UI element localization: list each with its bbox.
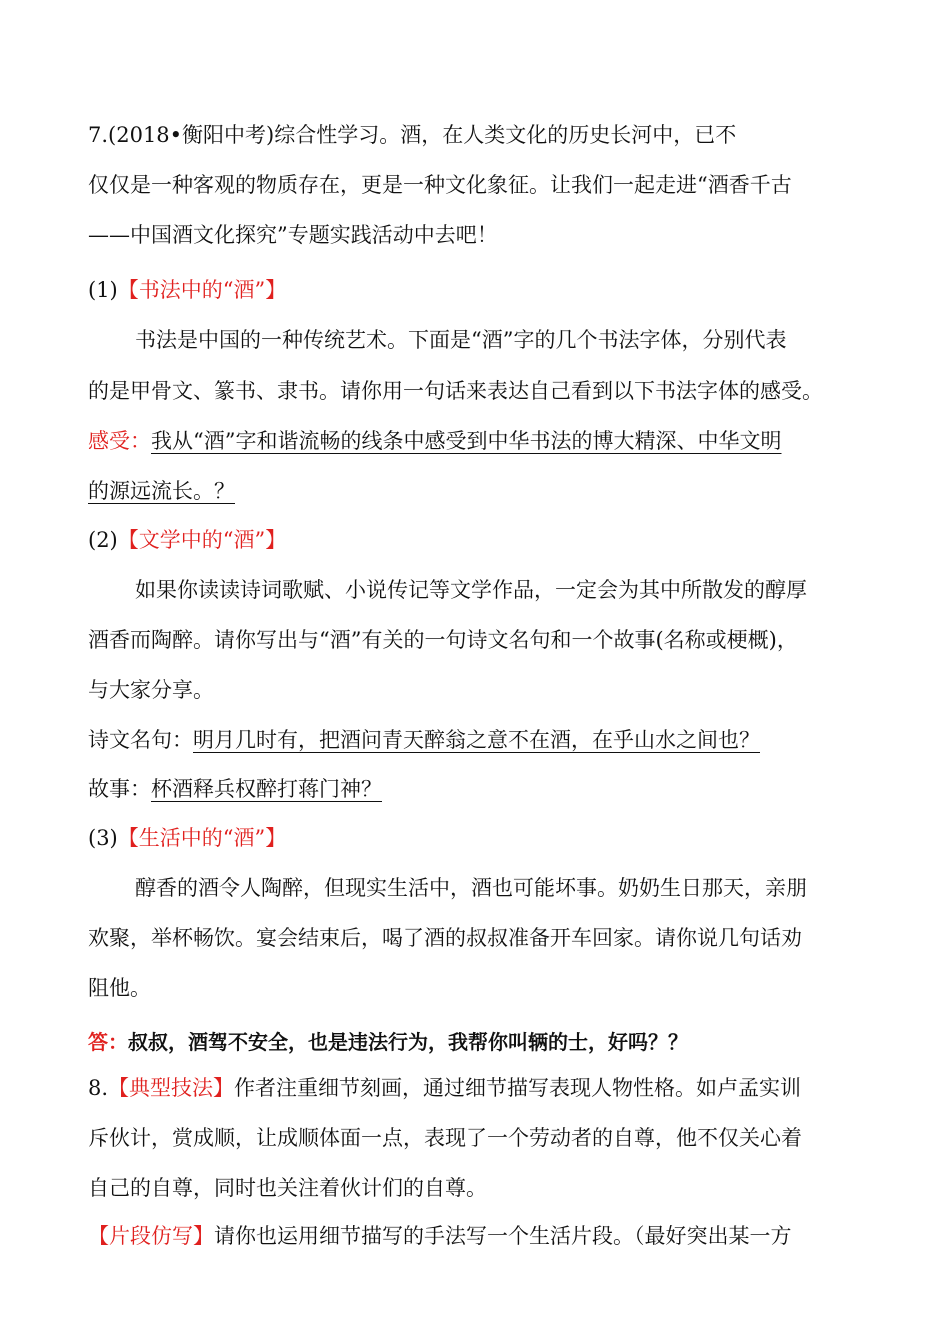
q7-intro-line-1: 7.(2018•衡阳中考)综合性学习。酒，在人类文化的历史长河中，已不 (88, 123, 737, 147)
part-number: (1) (88, 278, 118, 302)
q7-part2-poem-answer (88, 725, 858, 755)
section-tag: 【书法中的“酒”】 (117, 278, 287, 302)
q8-text: 作者注重细节刻画，通过细节描写表现人物性格。如卢孟实训 (234, 1076, 802, 1100)
q7-part1-para-line-1: 书法是中国的一种传统艺术。下面是“酒”字的几个书法字体，分别代表 (135, 328, 787, 352)
answer-label: 感受： (88, 429, 151, 453)
q8-imitate-line (88, 1221, 858, 1251)
q7-part3-answer (88, 1027, 858, 1057)
answer-label: 故事： (88, 777, 151, 801)
q8-line-3: 自己的自尊，同时也关注着伙计们的自尊。 (88, 1176, 487, 1200)
part-number: (3) (88, 826, 118, 850)
q7-part3-heading (88, 823, 858, 853)
section-tag: 【文学中的“酒”】 (117, 528, 287, 552)
answer-text: 明月几时有，把酒问青天醉翁之意不在酒，在乎山水之间也？ (193, 728, 760, 752)
answer-text: 我从“酒”字和谐流畅的线条中感受到中华书法的博大精深、中华文明 (151, 429, 782, 453)
q8-line-1 (88, 1073, 858, 1103)
answer-text: 叔叔，酒驾不安全，也是违法行为，我帮你叫辆的士，好吗？？ (128, 1030, 688, 1054)
q7-part2-heading (88, 525, 858, 555)
q7-part2-para-line-3: 与大家分享。 (88, 678, 214, 702)
q7-part2-para-line-1: 如果你读读诗词歌赋、小说传记等文学作品，一定会为其中所散发的醇厚 (135, 578, 807, 602)
answer-text: 杯酒释兵权醉打蒋门神？ (151, 777, 382, 801)
answer-text: 的源远流长。？ (88, 479, 235, 503)
answer-label: 答： (88, 1030, 128, 1054)
q7-intro-line-3: ——中国酒文化探究”专题实践活动中去吧！ (88, 223, 498, 247)
section-tag: 【片段仿写】 (88, 1224, 214, 1248)
q7-part2-para-line-2: 酒香而陶醉。请你写出与“酒”有关的一句诗文名句和一个故事(名称或梗概)， (88, 628, 798, 652)
q7-intro-line-2: 仅仅是一种客观的物质存在，更是一种文化象征。让我们一起走进“酒香千古 (88, 173, 792, 197)
q7-part3-para-line-1: 醇香的酒令人陶醉，但现实生活中，酒也可能坏事。奶奶生日那天，亲朋 (135, 876, 807, 900)
section-tag: 【典型技法】 (108, 1076, 235, 1100)
q7-part1-heading (88, 275, 858, 305)
q8-line-2: 斥伙计，赏成顺，让成顺体面一点，表现了一个劳动者的自尊，他不仅关心着 (88, 1126, 802, 1150)
part-number: (2) (88, 528, 118, 552)
q7-part2-story-answer (88, 774, 858, 804)
q7-part3-para-line-3: 阻他。 (88, 976, 151, 1000)
q7-part1-answer-line-1 (88, 426, 858, 456)
q7-part1-para-line-2: 的是甲骨文、篆书、隶书。请你用一句话来表达自己看到以下书法字体的感受。 (88, 379, 823, 403)
q7-part1-answer-line-2 (88, 476, 858, 506)
answer-label: 诗文名句： (88, 728, 193, 752)
q8-imitate-text: 请你也运用细节描写的手法写一个生活片段。（最好突出某一方 (214, 1224, 792, 1248)
question-number: 8. (88, 1076, 109, 1100)
section-tag: 【生活中的“酒”】 (117, 826, 287, 850)
q7-part3-para-line-2: 欢聚，举杯畅饮。宴会结束后，喝了酒的叔叔准备开车回家。请你说几句话劝 (88, 926, 802, 950)
